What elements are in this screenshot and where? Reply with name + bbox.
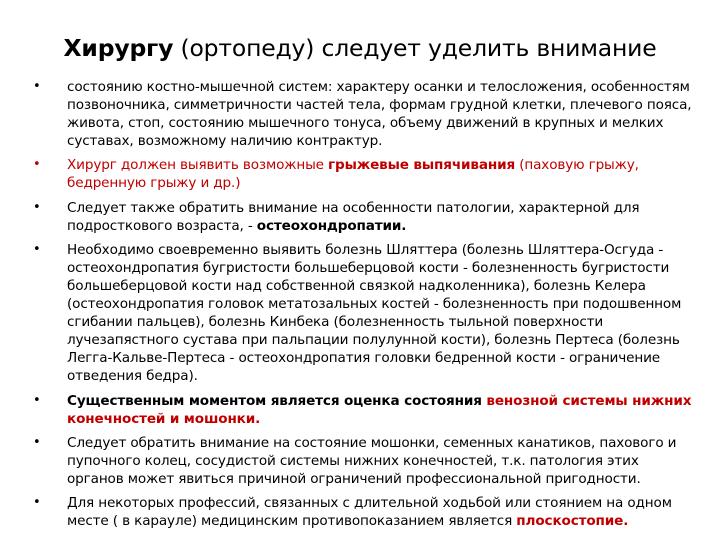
bullet-item-6 xyxy=(33,434,693,488)
bullet-dot: • xyxy=(33,434,41,450)
bullet-4-text: Необходимо своевременно выявить болезнь Шляттера (болезнь Шляттера-Осгуда - остеохондропатия бугристости большеберцовой кости - болезненность бугристости большеберцовой кости над собственной связкой надколенника), болезнь Келера (остеохондропатия головок метатозальных костей - болезненность при подошвенном сгибании пальцев), болезнь Кинбека (болезненность тыльной поверхности лучезапястного сустава при пальпации полулунной кости), болезнь Пертеса (болезнь Легга-Кальве-Пертеса - остеохондропатия головки бедренной кости - ограничение отведения бедра). xyxy=(67,241,682,385)
slide-title-bold: Хирургу xyxy=(63,34,174,62)
bullet-6-text: Следует обратить внимание на состояние мошонки, семенных канатиков, пахового и пупочного колец, сосудистой системы нижних конечностей, т.к. патология этих органов может явиться причиной ограничений профессиональной пригодности. xyxy=(67,434,677,487)
bullet-7-text-start: Для некоторых профессий, связанных с длительной ходьбой или стоянием на одном месте ( в карауле) медицинским противопоказанием является xyxy=(67,494,672,530)
bullet-dot: • xyxy=(33,79,41,94)
bullet-2-text-bold: грыжевые выпячивания xyxy=(328,157,516,174)
bullet-item-7 xyxy=(33,494,693,530)
bullet-item-4 xyxy=(33,241,693,386)
bullet-5-text-bold: Существенным моментом является оценка состояния xyxy=(67,392,487,409)
bullet-dot: • xyxy=(33,494,41,510)
bullet-3-text-bold: остеохондропатии. xyxy=(256,217,407,234)
bullet-dot: • xyxy=(33,157,41,173)
bullet-5-text-red: венозной системы нижних конечностей и мошонки. xyxy=(67,392,692,427)
bullet-dot: • xyxy=(33,392,41,408)
bullet-list xyxy=(33,78,693,536)
bullet-dot: • xyxy=(33,241,41,257)
bullet-2-text-start: Хирург должен выявить возможные xyxy=(67,157,329,174)
bullet-item-5 xyxy=(33,392,693,428)
slide-title-rest: (ортопеду) следует уделить внимание xyxy=(173,34,657,62)
bullet-2-text-end: (паховую грыжу, бедренную грыжу и др.) xyxy=(67,157,639,192)
bullet-item-3 xyxy=(33,199,693,235)
bullet-1-text: состоянию костно-мышечной систем: характеру осанки и телосложения, особенностям позвоночника, симметричности частей тела, формам грудной клетки, плечевого пояса, живота, стоп, состоянию мышечного тонуса, объему движений в крупных и мелких суставах, возможному наличию контрактур. xyxy=(67,79,692,150)
bullet-item-1 xyxy=(33,78,693,150)
bullet-3-text-start: Следует также обратить внимание на особенности патологии, характерной для подросткового возраста, - xyxy=(67,199,640,234)
bullet-7-text-red: плоскостопие. xyxy=(516,513,629,530)
bullet-dot: • xyxy=(33,199,41,215)
bullet-item-2 xyxy=(33,156,693,192)
slide-title xyxy=(40,33,680,63)
